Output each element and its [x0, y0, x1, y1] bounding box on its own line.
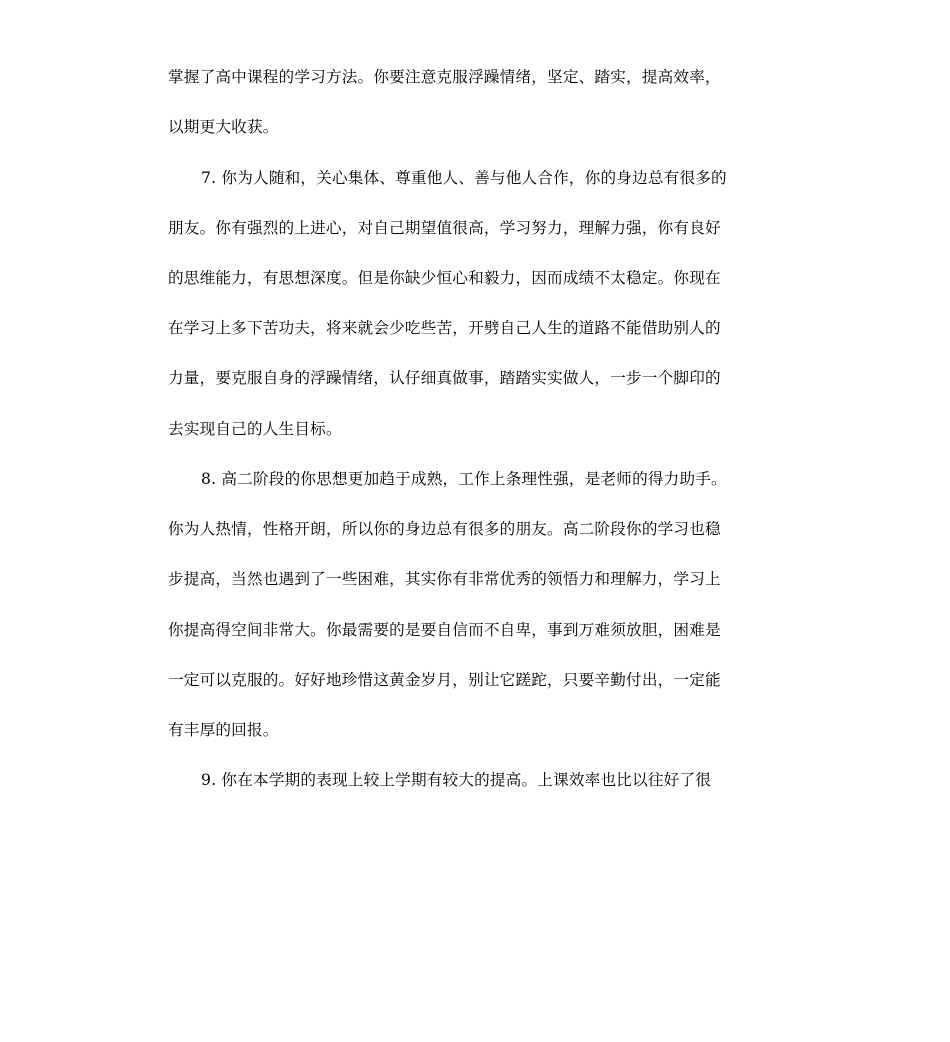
text-line: 你为人热情，性格开朗，所以你的身边总有很多的朋友。高二阶段你的学习也稳: [168, 520, 721, 538]
list-item-9-line: 9. 你在本学期的表现上较上学期有较大的提高。上课效率也比以往好了很: [201, 771, 712, 789]
text-line: 你提高得空间非常大。你最需要的是要自信而不自卑，事到万难须放胆，困难是: [168, 621, 721, 639]
text-line: 去实现自己的人生目标。: [168, 420, 342, 438]
text-line: 在学习上多下苦功夫，将来就会少吃些苦，开劈自己人生的道路不能借助别人的: [168, 319, 721, 337]
text-line: 有丰厚的回报。: [168, 721, 279, 739]
text-line: 力量，要克服自身的浮躁情绪，认仔细真做事，踏踏实实做人，一步一个脚印的: [168, 369, 721, 387]
list-item-7-line: 7. 你为人随和，关心集体、尊重他人、善与他人合作，你的身边总有很多的: [201, 169, 727, 187]
text-line: 掌握了高中课程的学习方法。你要注意克服浮躁情绪，坚定、踏实，提高效率，: [168, 68, 721, 86]
text-line: 步提高，当然也遇到了一些困难，其实你有非常优秀的领悟力和理解力，学习上: [168, 570, 721, 588]
text-line: 以期更大收获。: [168, 118, 279, 136]
list-item-8-line: 8. 高二阶段的你思想更加趋于成熟，工作上条理性强，是老师的得力助手。: [201, 470, 727, 488]
text-line: 的思维能力，有思想深度。但是你缺少恒心和毅力，因而成绩不太稳定。你现在: [168, 269, 721, 287]
text-line: 朋友。你有强烈的上进心，对自己期望值很高，学习努力，理解力强，你有良好: [168, 219, 721, 237]
text-line: 一定可以克服的。好好地珍惜这黄金岁月，别让它蹉跎，只要辛勤付出，一定能: [168, 671, 721, 689]
